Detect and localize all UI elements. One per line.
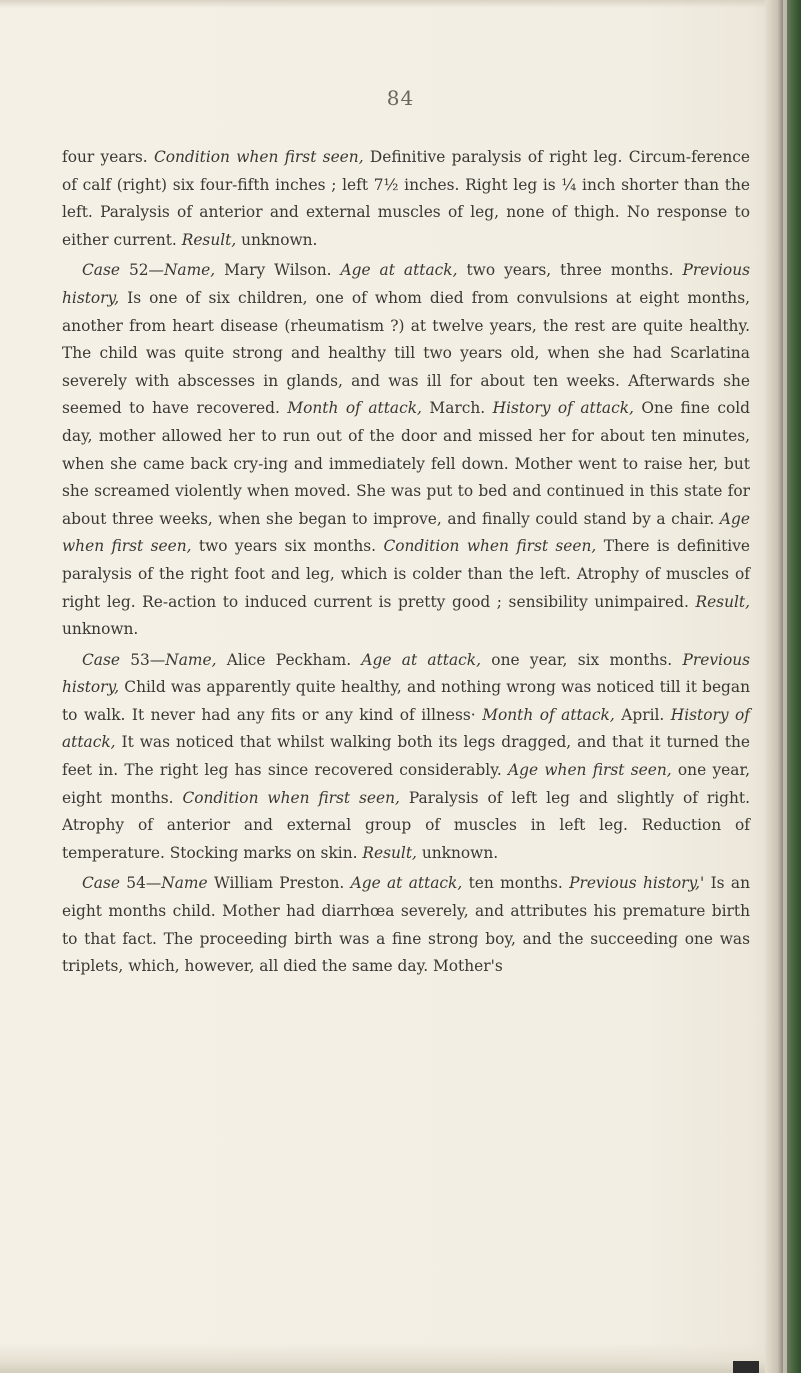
italic-label: Result, — [181, 230, 237, 249]
body-text — [62, 144, 750, 984]
italic-label: Name — [161, 874, 208, 893]
text-run: William Preston. — [207, 874, 351, 893]
bottom-edge — [0, 1343, 801, 1373]
text-run: April. — [614, 705, 671, 724]
italic-label: Name, — [165, 650, 217, 669]
text-run: unknown. — [416, 843, 499, 862]
italic-label: Age when first seen, — [508, 761, 672, 780]
text-run: There is definitive paralysis of the right foot and leg, which is colder than the left. Atrophy of muscles of right leg. Re-action to induced current is pretty good ; sensibility unimpaired. — [62, 537, 751, 611]
p-case-52 — [62, 257, 750, 643]
text-run: unknown. — [62, 620, 139, 639]
italic-label: Age at attack, — [350, 874, 463, 893]
italic-label: Condition when first seen, — [153, 148, 364, 166]
bottom-mark — [733, 1361, 759, 1373]
top-shadow — [0, 0, 801, 8]
italic-label: Age at attack, — [361, 650, 481, 669]
italic-label: Case — [82, 650, 120, 669]
italic-label: Condition when first seen, — [383, 537, 597, 556]
text-run: 52— — [119, 261, 164, 280]
text-run: It was noticed that whilst walking both its legs dragged, and that it turned the feet in. The right leg has since recovered considerably. — [62, 733, 750, 780]
text-run: two years six months. — [191, 537, 384, 556]
text-run: Is one of six children, one of whom died from convulsions at eight months, another from heart disease (rheumatism ?) at twelve years, the rest are quite healthy. The child was quite strong and healthy till two years old, when she had Scarlatina severely with abscesses in glands, and was ill for about ten weeks. Afterwards she seemed to have recovered. — [62, 288, 750, 418]
text-run: one year, eight months. — [62, 761, 751, 807]
italic-label: Month of attack, — [287, 399, 422, 418]
italic-label: Previous history, — [62, 650, 751, 697]
text-run: four years. — [62, 148, 154, 166]
text-run: One fine cold day, mother allowed her to run out of the door and missed her for about ten minutes, when she came back cry-ing and immediately fell down. Mother went to raise her, but she screamed violently when moved. She was put to bed and continued in this state for about three weeks, when she began to improve, and finally could stand by a chair. — [62, 399, 750, 528]
italic-label: History of attack, — [62, 705, 750, 752]
italic-label: Name, — [163, 261, 216, 280]
italic-label: Previous history, — [62, 261, 750, 307]
page-number: 84 — [386, 86, 415, 110]
italic-label: Case — [82, 261, 120, 280]
text-run: March. — [421, 399, 493, 418]
text-run: ' Is an eight months child. Mother had diarrhœa severely, and attributes his premature birth to that fact. The proceeding birth was a fine strong boy, and the succeeding one was triplets, which, however, all died the same day. Mother's — [62, 874, 750, 976]
italic-label: Condition when first seen, — [182, 788, 400, 807]
text-run: Paralysis of left leg and slightly of right. Atrophy of anterior and external group of muscles in left leg. Reduction of temperature. Stocking marks on skin. — [62, 788, 750, 862]
italic-label: Result, — [695, 592, 750, 611]
italic-label: Previous history, — [569, 874, 701, 893]
text-run: Mary Wilson. — [215, 261, 341, 280]
text-run: ten months. — [462, 874, 570, 893]
text-run: Definitive paralysis of right leg. Circum-ference of calf (right) six four-fifth inches ; left 7½ inches. Right leg is ¼ inch shorter than the left. Paralysis of anterior and external muscles of leg, none of thigh. No response to either current. — [62, 148, 750, 249]
text-run: one year, six months. — [481, 650, 683, 669]
text-run: unknown. — [236, 230, 318, 249]
italic-label: History of attack, — [492, 399, 634, 418]
spine-highlight — [783, 0, 787, 1373]
p-case-54 — [62, 870, 750, 980]
text-run: 53— — [119, 650, 166, 669]
italic-label: Month of attack, — [482, 705, 615, 724]
italic-label: Age at attack, — [340, 261, 458, 280]
italic-label: Case — [82, 874, 120, 893]
p-continued — [62, 144, 750, 254]
text-run: Alice Peckham. — [216, 650, 362, 669]
italic-label: Result, — [362, 843, 417, 862]
text-run: 54— — [119, 874, 162, 893]
italic-label: Age when first seen, — [62, 509, 750, 556]
text-run: Child was apparently quite healthy, and nothing wrong was noticed till it began to walk. It never had any fits or any kind of illness· — [62, 678, 750, 724]
p-case-53 — [62, 647, 750, 868]
text-run: two years, three months. — [457, 261, 683, 280]
